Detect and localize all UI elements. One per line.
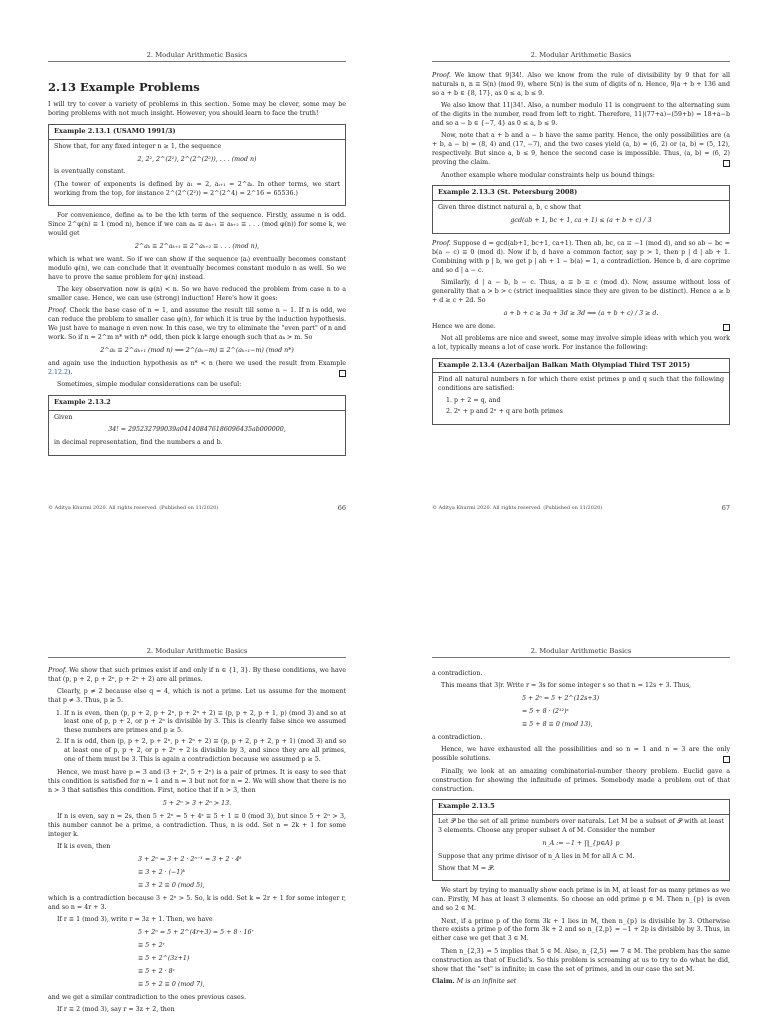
running-head: 2. Modular Arithmetic Basics (48, 51, 346, 62)
example-box (432, 358, 730, 426)
example-box (48, 124, 346, 206)
list-item: 1. p + 2 = q, and (454, 397, 724, 406)
qed-square-icon (723, 324, 730, 331)
example-statement: Show that, for any fixed integer n ≥ 1, the sequence (54, 142, 222, 150)
example-box (48, 395, 346, 456)
page-content (432, 670, 730, 990)
page-number: 66 (337, 504, 346, 512)
paragraph: and again use the induction hypothesis as n* < n (here we used the result from Example 2.12.2). (48, 359, 346, 376)
paragraph: If r ≡ 2 (mod 3), say r = 3z + 2, then (57, 1006, 175, 1014)
example-note: (The tower of exponents is defined by a₁ = 2, aᵢ₊₁ = 2^aᵢ. In other terms, we start working from the top, for instance 2^(2^(2²)) = 2^(2^4) = 2^16 = 65536.) (54, 180, 340, 197)
paragraph: Sometimes, simple modular considerations can be useful: (57, 381, 242, 389)
paragraph: Finally, we look at an amazing combinatorial-number theory problem. Euclid gave a construction for showing the infinitude of primes. Somebody made a problem out of that construction. (432, 767, 730, 793)
intro-paragraph: I will try to cover a variety of problems in this section. Some may be clever, some may be boring problems with not much insight. However, you should learn to face the truth! (48, 101, 346, 118)
running-head: 2. Modular Arithmetic Basics (48, 647, 346, 658)
list-item: 2. If n is odd, then (p, p + 2, p + 2ⁿ, p + 2ⁿ + 2) ≡ (p, p + 2, p + 2, p + 1) (mod 3) and so at least one of p, p + 2, or p + 2ⁿ + 2 is divisible by 3, and since they are all primes, one of them must be 3. This is again a contradiction because we assumed p ≥ 5. (64, 738, 346, 765)
example-text: Given (54, 413, 73, 421)
display-equation-line: ≡ 5 + 2 · 8ᶻ (138, 967, 175, 975)
bottom-spread (0, 512, 768, 1024)
page-content (48, 56, 346, 462)
qed-square-icon (723, 160, 730, 167)
paragraph: and we get a similar contradiction to the ones previous cases. (48, 993, 246, 1001)
paragraph: Next, if a prime p of the form 3k + 1 lies in M, then n_{p} is divisible by 3. Otherwise there exists a prime p of the form 3k + 2 and so n_{2,p} = −1 + 2p is divisible by 3. Thus, in either case we get that 3 ∈ M. (432, 917, 730, 943)
example-statement: Given three distinct natural a, b, c show that (438, 203, 582, 211)
paragraph: The key observation now is φ(n) < n. So we have reduced the problem from case n to a smaller case. Hence, we can use (strong) induction! Here's how it goes: (48, 285, 346, 302)
page-69 (384, 512, 768, 1024)
page-content (48, 667, 346, 1018)
paragraph: Hence we are done. (432, 323, 730, 332)
example-text: is eventually constant. (54, 168, 126, 176)
proof-paragraph: Proof. We show that such primes exist if and only if n ∈ {1, 3}. By these conditions, we have that (p, p + 2, p + 2ⁿ, p + 2ⁿ + 2) are all primes. (48, 667, 346, 683)
paragraph: which is a contradiction because 3 + 2ⁿ > 5. So, k is odd. Set k = 2r + 1 for some integer r, and so n = 4r + 3. (48, 894, 346, 911)
page-footer (48, 505, 346, 511)
display-equation-line: ≡ 5 + 2ʳ (138, 942, 165, 949)
paragraph: Hence, we must have p = 3 and (3 + 2ⁿ, 5 + 2ⁿ) is a pair of primes. It is easy to see that this condition is satisfied for n = 1 and n = 3 but not for n = 2. We will show that there is no n > 3 that satisfies this condition. First, notice that if n > 3, then (48, 769, 346, 795)
example-title: Example 2.13.2 (49, 396, 345, 410)
example-title: Example 2.13.4 (Azerbaijan Balkan Math Olympiad Third TST 2015) (433, 359, 729, 373)
section-title: 2.13 Example Problems (48, 80, 200, 94)
paragraph: which is what we want. So if we can show if the sequence ⟨aᵢ⟩ eventually becomes constant modulo φ(n), we can conclude that it eventually becomes constant modulo n as well. So we have to prove the same problem for φ(n) instead. (48, 255, 346, 281)
page-68 (0, 512, 384, 1024)
example-statement: Find all natural numbers n for which there exist primes p and q such that the following conditions are satisfied: (438, 376, 724, 393)
display-equation: gcd(ab + 1, bc + 1, ca + 1) ≤ (a + b + c) / 3 (510, 216, 652, 224)
proof-paragraph: Proof. We know that 9|34!. Also we know from the rule of divisibility by 9 that for all naturals n, n ≡ S(n) (mod 9), where S(n) is the sum of digits of n. Hence, 9|a + b + 136 and so a + b ∈ {8, 17}, as 0 ≤ a, b ≤ 9. (432, 72, 730, 97)
display-equation: 2, 2², 2^(2²), 2^(2^(2²)), . . . (mod n) (137, 155, 257, 163)
proof-label: Proof. (432, 239, 451, 247)
paragraph: a contradiction. (432, 734, 483, 742)
paragraph: a contradiction. (432, 670, 483, 677)
running-head: 2. Modular Arithmetic Basics (432, 51, 730, 62)
page-content (432, 72, 730, 431)
paragraph: Another example where modular constraints help us bound things: (441, 171, 655, 179)
paragraph: This means that 3|r. Write r = 3s for some integer s so that n = 12s + 3. Thus, (441, 682, 692, 690)
display-equation: 2^aₖ ≡ 2^aₖ₊₁ ≡ 2^aₖ₊₂ ≡ . . . (mod n), (134, 242, 260, 250)
paragraph: We start by trying to manually show each prime is in M, at least for as many primes as we can. Firstly, M has at least 3 elements. So choose an odd prime p ∈ M. Then n_{p} is even and so 2 ∈ M. (432, 887, 730, 913)
proof-paragraph: Proof. Check the base case of n = 1, and assume the result till some n − 1. If n is odd, we can reduce the problem to smaller case φ(n), for which it is true by the induction hypothesis. We just have to manage n even now. In this case, we try to eliminate the "even part" of n and work. So if n = 2^m n* with n* odd, then pick k large enough such that aₖ > m. So (48, 307, 346, 342)
paragraph: Hence, we have exhausted all the possibilities and so n = 1 and n = 3 are the only possible solutions. (432, 746, 730, 763)
display-equation-line: = 5 + 8 · (2¹²)ˢ (522, 708, 569, 716)
claim-paragraph (432, 978, 730, 987)
example-text: in decimal representation, find the numbers a and b. (54, 439, 223, 447)
display-equation-line: ≡ 5 + 8 ≡ 0 (mod 13), (522, 721, 593, 729)
qed-square-icon (723, 756, 730, 763)
display-equation: a + b + c ≥ 3a + 3d ≥ 3d ⟹ (a + b + c) / 3 ≥ d. (503, 309, 659, 317)
example-statement: Let 𝒫 be the set of all prime numbers over naturals. Let M be a subset of 𝒫 with at least 3 elements. Choose any proper subset A of M. Consider the number (438, 817, 724, 834)
display-equation: 5 + 2ⁿ > 3 + 2ⁿ > 13. (162, 799, 232, 807)
display-equation-line: 5 + 2ⁿ = 5 + 2^(4r+3) = 5 + 8 · 16ʳ (138, 929, 254, 937)
display-equation-line: ≡ 3 + 2 ≡ 0 (mod 5), (138, 881, 205, 889)
paragraph: Then n_{2,3} = 5 implies that 5 ∈ M. Also, n_{2,5} ⟹ 7 ∈ M. The problem has the same construction as that of Euclid's. So this problem is screaming at us to try to do what he did, show that the "set" is infinite; in case the set of primes, and in our case the set M. (432, 947, 730, 973)
proof-paragraph: Proof. Suppose d = gcd(ab+1, bc+1, ca+1). Then ab, bc, ca ≡ −1 (mod d), and so ab − bc = b(a − c) ≡ 0 (mod d). Now if b, d have a common factor, say p > 1, then p | d | ab + 1. Combining with p | b, we get p | ab + 1 − b(a) = 1, a contradiction. Hence b, d are coprime and so d | a − c. (432, 239, 730, 274)
case-list (48, 710, 346, 766)
display-equation-line: ≡ 5 + 2 ≡ 0 (mod 7), (138, 980, 205, 988)
paragraph: If r ≡ 1 (mod 3), write r = 3z + 1. Then, we have (57, 916, 213, 924)
example-title: Example 2.13.3 (St. Petersburg 2008) (433, 186, 729, 200)
example-title: Example 2.13.5 (433, 800, 729, 814)
example-box (432, 185, 730, 233)
page-66 (0, 0, 384, 512)
example-text: Show that M = 𝒫. (438, 864, 495, 872)
page-number: 67 (721, 504, 730, 512)
example-link[interactable]: 2.12.2 (48, 368, 69, 376)
display-equation: n_A := −1 + ∏_{p∈A} p (542, 839, 620, 847)
claim-label: Claim. (432, 977, 455, 985)
page-footer (432, 505, 730, 511)
paragraph: For convenience, define aₖ to be the kth term of the sequence. Firstly, assume n is odd. Since 2^φ(n) ≡ 1 (mod n), hence if we can aₖ ≡ aₖ₊₁ ≡ aₖ₊₂ ≡ . . . (mod φ(n)) for some k, we would get (48, 212, 346, 237)
qed-square-icon (339, 370, 346, 377)
paragraph: Not all problems are nice and sweet, some may involve simple ideas with which you work a lot, typically means a lot of case work. For instance the following: (432, 334, 730, 351)
list-item: 2. 2ⁿ + p and 2ⁿ + q are both primes (454, 408, 724, 417)
list-item: 1. If n is even, then (p, p + 2, p + 2ⁿ, p + 2ⁿ + 2) ≡ (p, p + 2, p + 1, p) (mod 3) and so at least one of p, p + 2, or p + 2ⁿ is divisible by 3. This is clearly false since we assumed these numbers are primes and p ≥ 5. (64, 710, 346, 737)
page-67 (384, 0, 768, 512)
display-equation-line: 3 + 2ⁿ = 3 + 2 · 2ⁿ⁻¹ = 3 + 2 · 4ᵏ (138, 856, 242, 864)
paragraph: If n is even, say n = 2s, then 5 + 2ⁿ = 5 + 4ˢ ≡ 5 + 1 ≡ 0 (mod 3), but since 5 + 2ⁿ > 3, this number cannot be a prime, a contradiction. Thus, n is odd. Set n = 2k + 1 for some integer k. (48, 812, 346, 838)
paragraph: Similarly, d | a − b, b − c. Thus, a ≡ b ≡ c (mod d). Now, assume without loss of generality that a > b > c (strict inequalities since they are given to be distinct). Hence a ≥ b + d ≥ c + 2d. So (432, 278, 730, 304)
paragraph: Now, note that a + b and a − b have the same parity. Hence, the only possibilities are (a + b, a − b) = (8, 4) and (17, −7), and the two cases yield (a, b) = (6, 2) or (a, b) = (5, 12), respectively. But since a, b ≤ 9, hence the second case is impossible. Thus, (a, b) = (6, 2) proving the claim. (432, 132, 730, 167)
claim-text: M is an infinite set (456, 977, 517, 985)
example-box (432, 799, 730, 881)
display-equation-line: ≡ 3 + 2 · (−1)ᵏ (138, 868, 186, 876)
example-title: Example 2.13.1 (USAMO 1991/3) (49, 125, 345, 139)
example-text: Suppose that any prime divisor of n_A lies in M for all A ⊂ M. (438, 852, 635, 860)
paragraph: Clearly, p ≠ 2 because else q = 4, which is not a prime. Let us assume for the moment that p ≠ 3. Thus, p ≥ 5. (48, 688, 346, 705)
proof-label: Proof. (432, 72, 451, 79)
display-equation-line: 5 + 2ⁿ = 5 + 2^(12s+3) (522, 695, 600, 703)
condition-list (438, 397, 724, 417)
proof-label: Proof. (48, 667, 67, 674)
copyright-text: © Aditya Khurmi 2020. All rights reserved. (Published on 11/2020) (432, 505, 603, 511)
copyright-text: © Aditya Khurmi 2020. All rights reserved. (Published on 11/2020) (48, 505, 219, 511)
display-equation: 34! = 295232799039a041408476186096435ab000000, (108, 426, 286, 434)
proof-label: Proof. (48, 307, 67, 315)
display-equation-line: ≡ 5 + 2^(3z+1) (138, 954, 190, 962)
display-equation: 2^aₖ ≡ 2^aₖ₊₁ (mod n) ⟺ 2^(aₖ−m) ≡ 2^(aₖ₊₁−m) (mod n*) (100, 347, 294, 354)
paragraph: If k is even, then (57, 843, 111, 851)
paragraph: We also know that 11|34!. Also, a number modulo 11 is congruent to the alternating sum of the digits in the number, read from left to right. Therefore, 11|(77+a)−(59+b) = 18+a−b and so a − b ∈ {−7, 4} as 0 ≤ a, b ≤ 9. (432, 102, 730, 128)
running-head: 2. Modular Arithmetic Basics (432, 647, 730, 658)
